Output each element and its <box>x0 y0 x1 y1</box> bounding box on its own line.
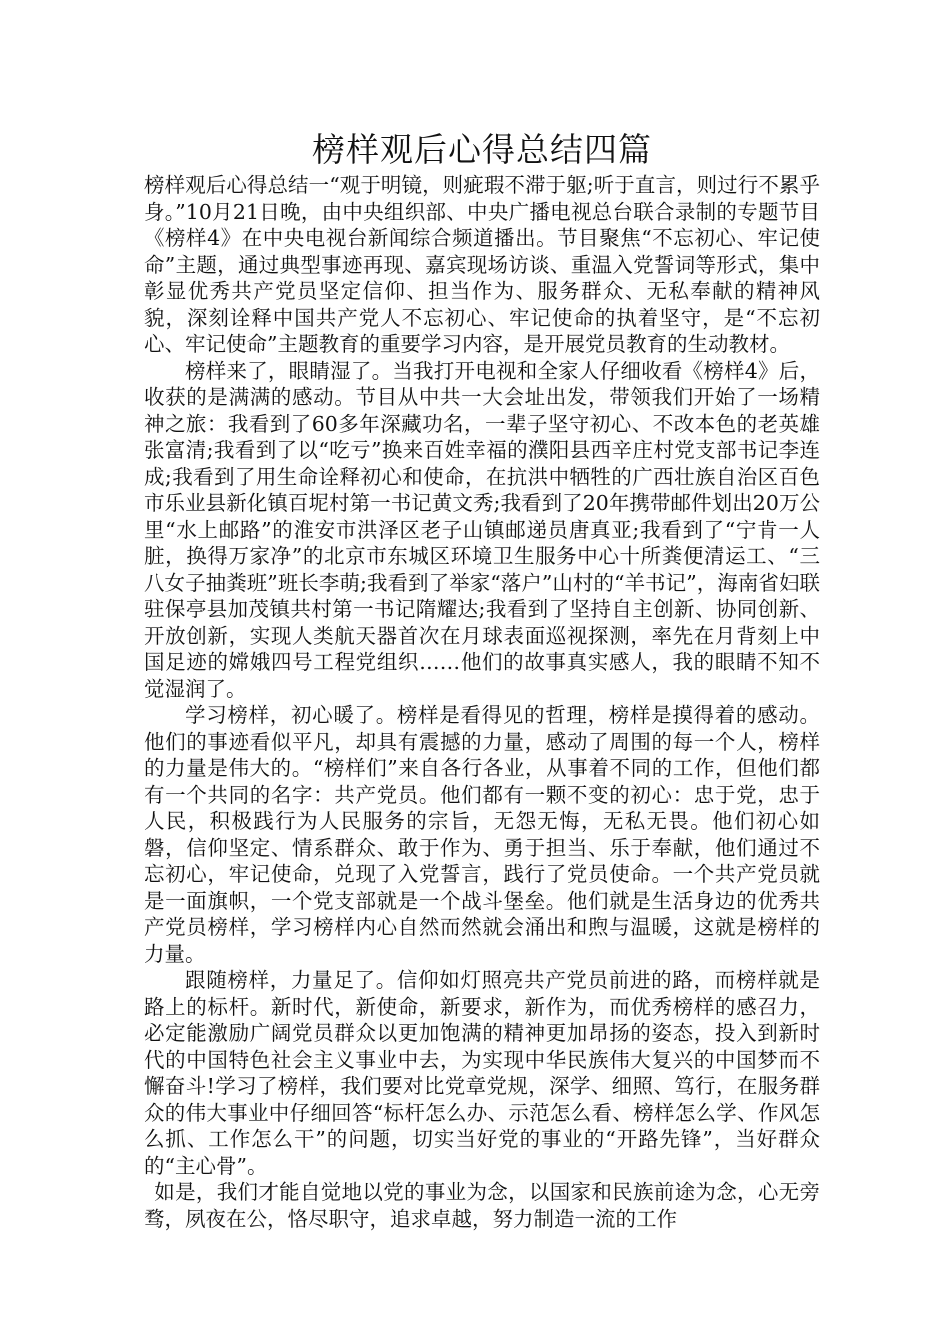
paragraph-conclusion-partial: 如是，我们才能自觉地以党的事业为念，以国家和民族前途为念，心无旁骛，夙夜在公，恪尽职守，追求卓越，努力制造一流的工作 <box>144 1180 820 1231</box>
paragraph-following-role-models: 跟随榜样，力量足了。信仰如灯照亮共产党员前进的路，而榜样就是路上的标杆。新时代，新使命，新要求，新作为，而优秀榜样的感召力，必定能激励广阔党员群众以更加饱满的精神更加昂扬的姿态，投入到新时代的中国特色社会主义事业中去，为实现中华民族伟大复兴的中国梦而不懈奋斗!学习了榜样，我们要对比党章党规，深学、细照、笃行，在服务群众的伟大事业中仔细回答“标杆怎么办、示范怎么看、榜样怎么学、作风怎么抓、工作怎么干”的问题，切实当好党的事业的“开路先锋”，当好群众的“主心骨”。 <box>144 968 820 1178</box>
document-page <box>144 128 820 1232</box>
paragraph-intro: 榜样观后心得总结一“观于明镜，则疵瑕不滞于躯;听于直言，则过行不累乎身。”10月21日晚，由中央组织部、中央广播电视总台联合录制的专题节目《榜样4》在中央电视台新闻综合频道播出。节目聚焦“不忘初心、牢记使命”主题，通过典型事迹再现、嘉宾现场访谈、重温入党誓词等形式，集中彰显优秀共产党员坚定信仰、担当作为、服务群众、无私奉献的精神风貌，深刻诠释中国共产党人不忘初心、牢记使命的执着坚守，是“不忘初心、牢记使命”主题教育的重要学习内容，是开展党员教育的生动教材。 <box>144 173 820 356</box>
document-title: 榜样观后心得总结四篇 <box>312 130 652 169</box>
paragraph-role-models-arrived: 榜样来了，眼睛湿了。当我打开电视和全家人仔细收看《榜样4》后，收获的是满满的感动。节目从中共一大会址出发，带领我们开始了一场精神之旅：我看到了60多年深藏功名，一辈子坚守初心、不改本色的老英雄张富清;我看到了以“吃亏”换来百姓幸福的濮阳县西辛庄村党支部书记李连成;我看到了用生命诠释初心和使命，在抗洪中牺牲的广西壮族自治区百色市乐业县新化镇百坭村第一书记黄文秀;我看到了20年携带邮件划出20万公里“水上邮路”的淮安市洪泽区老子山镇邮递员唐真亚;我看到了“宁肯一人脏，换得万家净”的北京市东城区环境卫生服务中心十所粪便清运工、“三八女子抽粪班”班长李萌;我看到了举家“落户”山村的“羊书记”，海南省妇联驻保亭县加茂镇共村第一书记隋耀达;我看到了坚持自主创新、协同创新、开放创新，实现人类航天器首次在月球表面巡视探测，率先在月背刻上中国足迹的嫦娥四号工程党组织……他们的故事真实感人，我的眼睛不知不觉湿润了。 <box>144 358 820 701</box>
paragraph-learning-role-models: 学习榜样，初心暖了。榜样是看得见的哲理，榜样是摸得着的感动。他们的事迹看似平凡，却具有震撼的力量，感动了周围的每一个人，榜样的力量是伟大的。“榜样们”来自各行各业，从事着不同的工作，但他们都有一个共同的名字：共产党员。他们都有一颗不变的初心：忠于党，忠于人民，积极践行为人民服务的宗旨，无怨无悔，无私无畏。他们初心如磐，信仰坚定、情系群众、敢于作为、勇于担当、乐于奉献，他们通过不忘初心，牢记使命，兑现了入党誓言，践行了党员使命。一个共产党员就是一面旗帜，一个党支部就是一个战斗堡垒。他们就是生活身边的优秀共产党员榜样，学习榜样内心自然而然就会涌出和煦与温暖，这就是榜样的力量。 <box>144 703 820 966</box>
